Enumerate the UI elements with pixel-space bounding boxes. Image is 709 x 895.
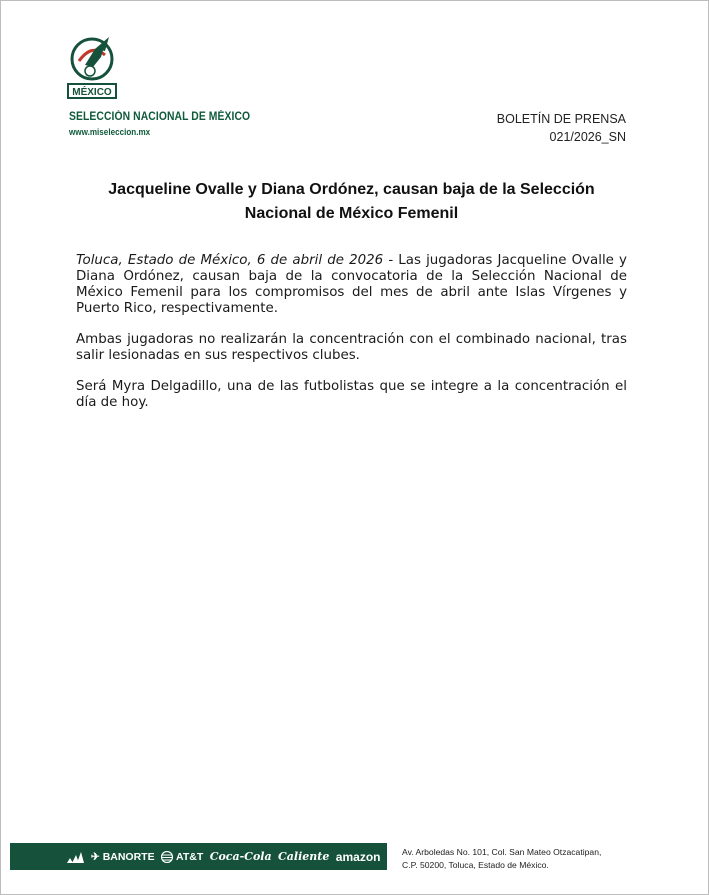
att-label: AT&T [176, 850, 204, 863]
paragraph-1-text: - Las jugadoras Jacqueline Ovalle y Diana Ordónez, causan baja de la convocatoria de la Selección Nacional de México Femenil para los compromisos del mes de abril ante Islas Vírgenes y Puerto Rico, respectivamente. [76, 253, 627, 316]
logo-text: MÉXICO [72, 87, 112, 98]
address-line-1: Av. Arboledas No. 101, Col. San Mateo Otzacatipan, [402, 847, 602, 857]
adidas-icon [66, 851, 84, 863]
banorte-label: BANORTE [102, 850, 155, 863]
brand-url[interactable]: www.miseleccion.mx [69, 127, 151, 137]
headline-line-1: Jacqueline Ovalle y Diana Ordónez, causan baja de la Selección [108, 181, 595, 198]
bulletin-label: BOLETÍN DE PRENSA [496, 112, 626, 126]
bulletin-info [497, 110, 626, 146]
address [402, 846, 601, 872]
sponsor-band [10, 843, 387, 870]
banorte-icon: ✈ [90, 850, 100, 863]
cocacola-logo: Coca-Cola [209, 850, 272, 863]
caliente-logo: Caliente [278, 850, 330, 863]
dateline: Toluca, Estado de México, 6 de abril de 2026 [76, 253, 384, 268]
att-globe-icon [161, 851, 173, 863]
paragraph-3: Será Myra Delgadillo, una de las futbolistas que se integre a la concentración el día de hoy. [76, 379, 627, 410]
mexico-federation-logo [65, 31, 119, 101]
adidas-logo [66, 851, 84, 863]
headline-line-2: Nacional de México Femenil [244, 205, 459, 222]
paragraph-2: Ambas jugadoras no realizarán la concentración con el combinado nacional, tras salir lesionadas en sus respectivos clubes. [76, 332, 627, 363]
brand-title: SELECCIÓN NACIONAL DE MÉXICO [69, 111, 251, 123]
article-body [76, 253, 627, 426]
banorte-logo [91, 851, 155, 863]
paragraph-1 [76, 253, 627, 317]
att-logo [161, 851, 203, 863]
bulletin-number: 021/2026_SN [549, 130, 626, 144]
page-title [76, 178, 627, 226]
address-line-2: C.P. 50200, Toluca, Estado de México. [402, 860, 549, 870]
amazon-logo: amazon [335, 849, 381, 864]
